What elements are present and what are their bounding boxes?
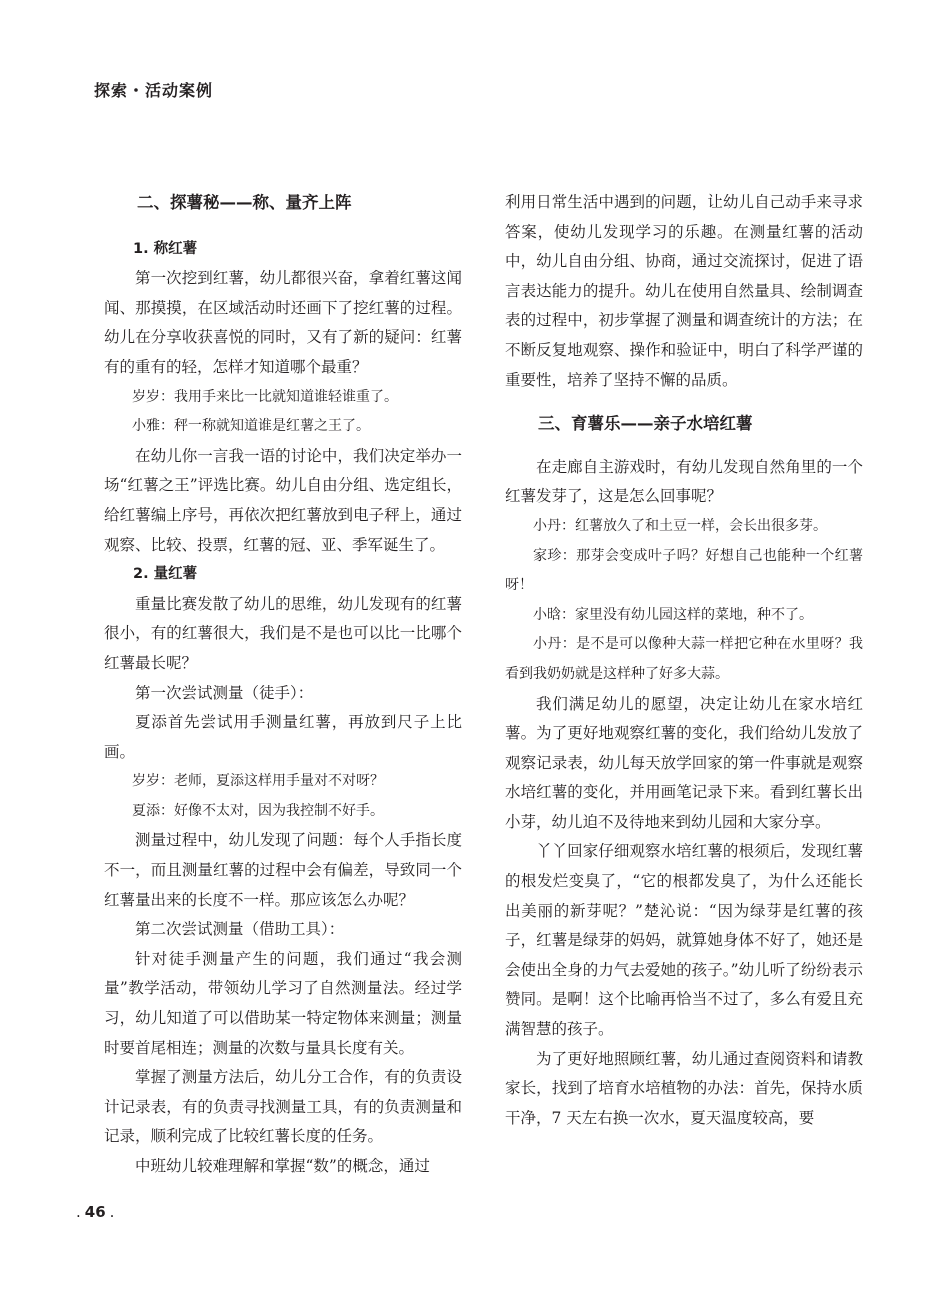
section-3-heading: 三、育薯乐——亲子水培红薯 <box>538 414 753 434</box>
paragraph: 针对徒手测量产生的问题，我们通过“我会测量”教学活动，带领幼儿学习了自然测量法。经过学习，幼儿知道了可以借助某一特定物体来测量；测量时要首尾相连；测量的次数与量具长度有关。 <box>104 949 462 1057</box>
dialogue-line: 岁岁：我用手来比一比就知道谁轻谁重了。 <box>132 388 398 405</box>
footer-dot: . <box>109 1203 115 1221</box>
subsection-weigh-heading: 1. 称红薯 <box>133 240 198 257</box>
paragraph: 在走廊自主游戏时，有幼儿发现自然角里的一个红薯发芽了，这是怎么回事呢？ <box>505 457 863 506</box>
page-footer <box>76 1203 114 1221</box>
paragraph: 在幼儿你一言我一语的讨论中，我们决定举办一场“红薯之王”评选比赛。幼儿自由分组、选定组长，给红薯编上序号，再依次把红薯放到电子秤上，通过观察、比较、投票，红薯的冠、亚、季军诞生了。 <box>104 446 462 554</box>
paragraph: 我们满足幼儿的愿望，决定让幼儿在家水培红薯。为了更好地观察红薯的变化，我们给幼儿发放了观察记录表，幼儿每天放学回家的第一件事就是观察水培红薯的变化，并用画笔记录下来。看到红薯长出小芽，幼儿迫不及待地来到幼儿园和大家分享。 <box>505 694 863 831</box>
paragraph: 夏添首先尝试用手测量红薯，再放到尺子上比画。 <box>104 713 462 761</box>
dialogue-line: 小雅：秤一称就知道谁是红薯之王了。 <box>132 418 370 435</box>
paragraph: 为了更好地照顾红薯，幼儿通过查阅资料和请教家长，找到了培育水培植物的办法：首先，保持水质干净，7 天左右换一次水，夏天温度较高，要 <box>505 1049 863 1127</box>
page-number: 46 <box>84 1203 106 1221</box>
paragraph: 掌握了测量方法后，幼儿分工合作，有的负责设计记录表，有的负责寻找测量工具，有的负责测量和记录，顺利完成了比较红薯长度的任务。 <box>104 1068 462 1146</box>
paragraph: 中班幼儿较难理解和掌握“数”的概念，通过 <box>135 1157 430 1175</box>
paragraph: 测量过程中，幼儿发现了问题：每个人手指长度不一，而且测量红薯的过程中会有偏差，导致同一个红薯量出来的长度不一样。那应该怎么办呢？ <box>104 831 462 909</box>
section-2-heading: 二、探薯秘——称、量齐上阵 <box>137 193 352 212</box>
paragraph: 第二次尝试测量（借助工具）： <box>135 920 345 939</box>
right-column <box>505 188 863 1133</box>
dialogue-line: 夏添：好像不太对，因为我控制不好手。 <box>132 802 384 819</box>
dialogue-line: 小丹：是不是可以像种大蒜一样把它种在水里呀？我看到我奶奶就是这样种了好多大蒜。 <box>505 636 863 682</box>
dialogue-line: 家珍：那芽会变成叶子吗？好想自己也能种一个红薯呀！ <box>505 547 863 594</box>
paragraph: 利用日常生活中遇到的问题，让幼儿自己动手来寻求答案，使幼儿发现学习的乐趣。在测量红薯的活动中，幼儿自由分组、协商，通过交流探讨，促进了语言表达能力的提升。幼儿在使用自然量具、绘制调查表的过程中，初步掌握了测量和调查统计的方法；在不断反复地观察、操作和验证中，明白了科学严谨的重要性，培养了坚持不懈的品质。 <box>505 193 863 389</box>
footer-dot: . <box>76 1203 81 1221</box>
dialogue-line: 小丹：红薯放久了和土豆一样，会长出很多芽。 <box>533 517 827 534</box>
paragraph: 重量比赛发散了幼儿的思维，幼儿发现有的红薯很小，有的红薯很大，我们是不是也可以比一比哪个红薯最长呢？ <box>104 594 462 672</box>
paragraph: 第一次尝试测量（徒手）： <box>135 683 314 702</box>
subsection-measure-heading: 2. 量红薯 <box>133 566 198 583</box>
dialogue-line: 岁岁：老师，夏添这样用手量对不对呀？ <box>132 773 384 790</box>
left-column <box>104 188 462 1182</box>
paragraph: 第一次挖到红薯，幼儿都很兴奋，拿着红薯这闻闻、那摸摸，在区域活动时还画下了挖红薯的过程。幼儿在分享收获喜悦的同时，又有了新的疑问：红薯有的重有的轻，怎样才知道哪个最重？ <box>104 269 462 376</box>
dialogue-line: 小晗：家里没有幼儿园这样的菜地，种不了。 <box>533 606 813 623</box>
running-header: 探索・活动案例 <box>94 81 214 100</box>
paragraph: 丫丫回家仔细观察水培红薯的根须后，发现红薯的根发烂变臭了，“它的根都发臭了，为什么还能长出美丽的新芽呢？”楚沁说：“因为绿芽是红薯的孩子，红薯是绿芽的妈妈，就算她身体不好了，她还是会使出全身的力气去爱她的孩子。”幼儿听了纷纷表示赞同。是啊！这个比喻再恰当不过了，多么有爱且充满智慧的孩子。 <box>505 842 863 1039</box>
